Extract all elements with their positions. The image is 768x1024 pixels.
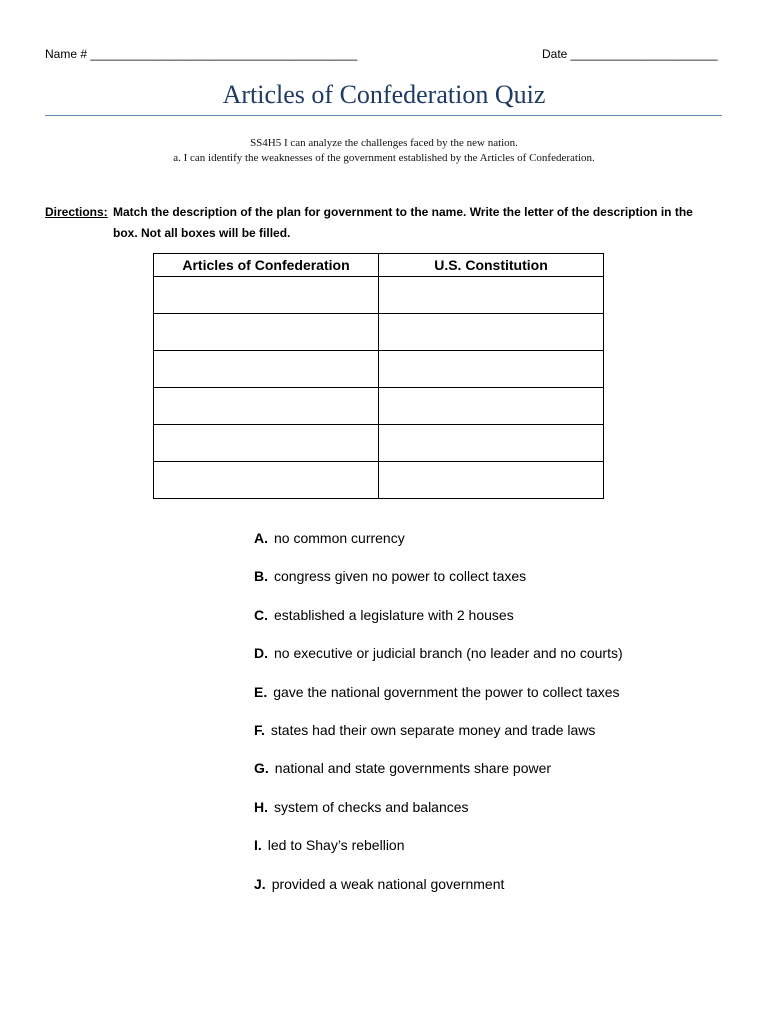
option-item (254, 758, 724, 796)
column-header-constitution: U.S. Constitution (379, 254, 604, 277)
option-text: national and state governments share power (274, 760, 552, 777)
option-letter: F. (254, 721, 265, 738)
option-item (254, 528, 724, 566)
matching-table (153, 253, 604, 499)
option-text: established a legislature with 2 houses (274, 606, 514, 623)
option-text: congress given no power to collect taxes (274, 568, 527, 585)
option-list (254, 528, 724, 912)
option-item (254, 605, 724, 643)
page-title: Articles of Confederation Quiz (222, 80, 546, 109)
option-text: states had their own separate money and trade laws (270, 721, 596, 738)
option-item (254, 720, 724, 758)
answer-box-constitution[interactable] (379, 351, 604, 388)
option-letter: I. (254, 837, 262, 854)
table-row (154, 425, 604, 462)
answer-box-articles[interactable] (154, 425, 379, 462)
table-row (154, 277, 604, 314)
option-item (254, 797, 724, 835)
answer-box-articles[interactable] (154, 388, 379, 425)
answer-box-articles[interactable] (154, 314, 379, 351)
option-letter: G. (254, 760, 269, 777)
answer-box-constitution[interactable] (379, 277, 604, 314)
answer-box-constitution[interactable] (379, 314, 604, 351)
option-text: no executive or judicial branch (no leader and no courts) (274, 645, 623, 662)
option-item (254, 874, 724, 912)
option-item (254, 566, 724, 604)
option-letter: D. (254, 645, 268, 662)
option-letter: H. (254, 798, 268, 815)
table-header-row (154, 254, 604, 277)
standard-line-2: a. I can identify the weaknesses of the government established by the Articles of Confederation. (173, 152, 595, 164)
answer-box-articles[interactable] (154, 462, 379, 499)
option-item (254, 643, 724, 681)
option-letter: A. (254, 530, 268, 546)
answer-box-constitution[interactable] (379, 425, 604, 462)
title-divider (45, 115, 722, 116)
date-field[interactable]: Date ______________________ (542, 47, 718, 61)
option-letter: J. (254, 875, 266, 892)
answer-box-constitution[interactable] (379, 388, 604, 425)
standard-line-1: SS4H5 I can analyze the challenges faced by the new nation. (250, 137, 518, 149)
table-row (154, 462, 604, 499)
answer-box-constitution[interactable] (379, 462, 604, 499)
option-text: no common currency (274, 530, 405, 546)
answer-box-articles[interactable] (154, 277, 379, 314)
table-row (154, 314, 604, 351)
option-text: gave the national government the power to collect taxes (273, 683, 620, 700)
directions-label: Directions: (45, 205, 108, 219)
option-text: provided a weak national government (271, 875, 505, 892)
option-item (254, 682, 724, 720)
option-letter: B. (254, 568, 268, 585)
option-text: system of checks and balances (274, 798, 469, 815)
option-letter: C. (254, 606, 268, 623)
option-text: led to Shay’s rebellion (267, 837, 405, 854)
option-item (254, 835, 724, 873)
table-row (154, 388, 604, 425)
directions-text: Match the description of the plan for government to the name. Write the letter of the description in the box. Not all boxes will be filled. (113, 205, 693, 240)
option-letter: E. (254, 683, 268, 700)
table-row (154, 351, 604, 388)
column-header-articles: Articles of Confederation (154, 254, 379, 277)
name-field[interactable]: Name # ________________________________________ (45, 47, 358, 61)
answer-box-articles[interactable] (154, 351, 379, 388)
